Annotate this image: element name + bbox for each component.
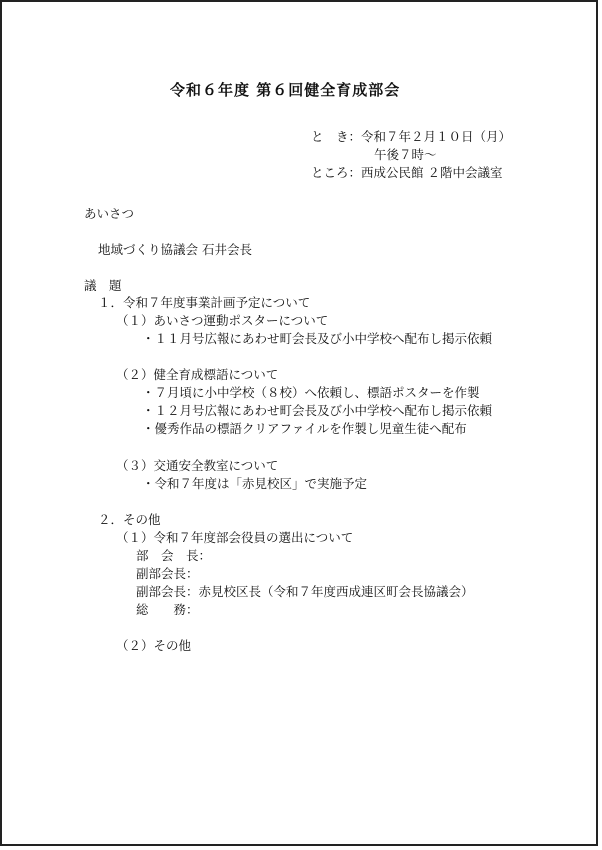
agenda-item-1-sub-1: （１）あいさつ運動ポスターについて [116,313,329,328]
greeting-speaker: 地域づくり協議会 石井会長 [98,242,252,257]
role-vice-chair-1: 副部会長： [136,566,199,581]
meeting-place: ところ：西成公民館 ２階中会議室 [311,165,503,180]
agenda-item-2-sub-1: （１）令和７年度部会役員の選出について [116,530,354,545]
role-general-affairs: 総 務： [136,602,199,617]
agenda-item-1-sub-2: （２）健全育成標語について [116,367,279,382]
list-item: ・７月頃に小中学校（８校）へ依頼し、標語ポスターを作製 [142,385,480,400]
document-title: 令和６年度 第６回健全育成部会 [170,81,401,99]
role-vice-chair-2: 副部会長：赤見校区長（令和７年度西成連区町会長協議会） [136,584,474,599]
agenda-item-1-sub-3: （３）交通安全教室について [116,458,279,473]
list-item: ・１２月号広報にあわせ町会長及び小中学校へ配布し掲示依頼 [142,403,493,418]
agenda-item-2-sub-2: （２）その他 [116,638,192,653]
meeting-date: と き：令和７年２月１０日（月） [311,129,512,144]
list-item: ・優秀作品の標語クリアファイルを作製し児童生徒へ配布 [142,421,467,436]
list-item: ・１１月号広報にあわせ町会長及び小中学校へ配布し掲示依頼 [142,331,493,346]
meeting-time: 午後７時～ [374,147,437,162]
greeting-heading: あいさつ [84,206,135,221]
list-item: ・令和７年度は「赤見校区」で実施予定 [142,476,368,491]
agenda-item-1: １．令和７年度事業計画予定について [98,295,311,310]
role-chair: 部 会 長： [136,548,212,563]
agenda-heading: 議 題 [84,278,122,293]
agenda-item-2: ２．その他 [98,512,161,527]
